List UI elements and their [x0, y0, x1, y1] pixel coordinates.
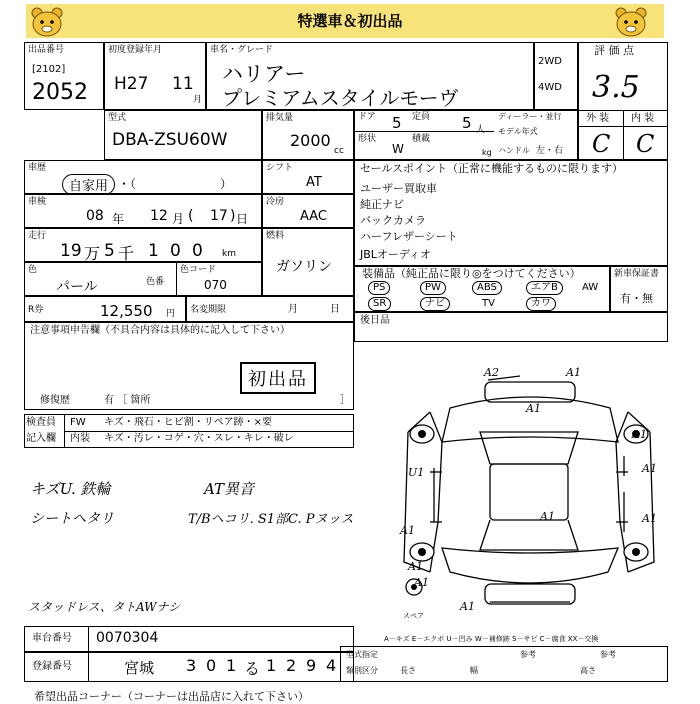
check-row1-tag: FW: [70, 417, 86, 428]
reg-no-char: 1: [226, 656, 237, 675]
recycle-label: R券: [28, 305, 44, 315]
load-unit: kg: [482, 148, 492, 157]
dealer-label: ディーラー・並行: [498, 112, 562, 121]
damage-mark: A1: [566, 366, 581, 379]
vehicle-kind-rest: ・（ ）: [118, 177, 233, 191]
reg-no-char: る: [244, 659, 261, 678]
equipment-kawa: カワ: [526, 297, 556, 311]
equipment-sr: SR: [368, 297, 391, 311]
check-row1: キズ・飛石・ヒビ割・リペア跡・×要: [104, 417, 272, 428]
remark-bottom: スタッドレス、タトAWナシ: [28, 600, 181, 614]
capacity-unit: 人: [476, 125, 486, 135]
dims-label-2: 類別区分: [346, 666, 378, 675]
remark-left-1: キズU. 鉄輪: [30, 480, 111, 498]
shape-value: W: [392, 142, 404, 156]
type-label: 型式: [108, 113, 127, 123]
damage-mark: A1: [408, 560, 423, 573]
meigi-day-unit: 日: [330, 304, 340, 315]
left-mascot-icon: [30, 6, 64, 38]
footer-text: 希望出品コーナー（コーナーは出品店に入れて下さい）: [34, 690, 309, 703]
sales-points-label: セールスポイント（正常に機能するものに限ります）: [360, 162, 624, 175]
type-value: DBA-ZSU60W: [112, 130, 228, 150]
color-label: 色: [28, 265, 38, 275]
damage-mark: U1: [408, 466, 425, 479]
right-mascot-icon: [614, 6, 648, 38]
mileage-sen-unit: 千: [118, 244, 135, 263]
score-value: 3.5: [592, 70, 640, 105]
check-label-1: 検査員: [26, 417, 56, 428]
inspection-paren-open: (: [188, 208, 194, 224]
equipment-aw: AW: [582, 282, 599, 293]
meigi-month-unit: 月: [288, 304, 298, 315]
damage-mark: A1: [632, 428, 647, 441]
doors-value: 5: [392, 114, 402, 132]
spare-label: スペア: [403, 612, 424, 620]
score-int-value: C: [636, 130, 655, 158]
repair-value: 有 ［ 箇所: [104, 395, 151, 406]
damage-mark: A1: [540, 510, 555, 523]
warranty-label: 新車保証書: [614, 269, 660, 279]
inspection-paren-close: ): [230, 208, 236, 224]
inspection-year: 08: [86, 208, 104, 224]
car-no-label: 車台番号: [32, 633, 72, 644]
fuel-label: 燃料: [266, 231, 285, 241]
equipment-ps: PS: [368, 281, 390, 295]
mileage-sen: 5: [104, 241, 115, 261]
first-listing-stamp: 初出品: [240, 362, 316, 394]
model-year-label: モデル年式: [498, 127, 538, 136]
model-name: ハリアー: [222, 62, 306, 86]
sales-point-item: 純正ナビ: [360, 198, 404, 211]
remark-right-1: AT異音: [204, 480, 255, 498]
displacement-value: 2000: [290, 131, 331, 150]
lot-sub: [2102]: [32, 64, 66, 75]
ac-value: AAC: [300, 209, 327, 224]
recycle-value: 12,550: [100, 302, 153, 320]
ac-label: 冷房: [266, 197, 285, 207]
model-grade: プレミアムスタイルモーヴ: [222, 86, 459, 110]
inspection-day-unit: 日: [236, 212, 249, 226]
displacement-unit: cc: [334, 146, 344, 156]
dims-ref-2: 参考: [600, 650, 616, 659]
score-int-label: 内 装: [631, 113, 655, 124]
drive-2wd: 2WD: [538, 56, 562, 67]
displacement-label: 排気量: [266, 113, 294, 123]
dims-label-1: 型式指定: [346, 650, 378, 659]
shape-label: 形状: [358, 134, 377, 144]
reg-no-char: 9: [306, 656, 317, 675]
first-reg-month-unit: 月: [193, 95, 203, 105]
color-no-label: 色番: [146, 277, 165, 287]
first-reg-year: H27: [114, 74, 149, 94]
equipment-navi: ナビ: [420, 297, 450, 311]
inspection-year-unit: 年: [112, 212, 125, 226]
lot-label: 出品番号: [28, 45, 65, 55]
damage-mark: A1: [642, 462, 657, 475]
mileage-d3: 0: [192, 241, 203, 261]
equipment-abs: ABS: [472, 281, 502, 295]
notes-label: 注意事項申告欄（不具合内容は具体的に記入して下さい）: [30, 325, 290, 336]
damage-mark: A1: [460, 600, 475, 613]
check-label-2: 記入欄: [26, 433, 56, 444]
check-row2: キズ・汚レ・コゲ・穴・スレ・キレ・破レ: [104, 433, 294, 444]
mileage-label: 走行: [28, 231, 47, 241]
mileage-man: 19: [60, 241, 82, 261]
color-code-value: 070: [204, 278, 227, 292]
dims-width: 幅: [470, 666, 478, 675]
reg-no-char: 1: [266, 656, 277, 675]
model-label: 車名・グレード: [210, 45, 274, 55]
score-label: 評 価 点: [594, 44, 634, 57]
sales-point-item: ユーザー買取車: [360, 182, 437, 195]
equipment-label: 装備品（純正品に限り◎をつけてください）: [362, 267, 581, 280]
handle-label: ハンドル: [498, 146, 530, 155]
score-ext-label: 外 装: [586, 113, 610, 124]
damage-mark: A1: [642, 512, 657, 525]
back-day-label: 後日品: [360, 315, 390, 326]
remark-right-2: T/Bヘコリ. S1部C. Pヌッス: [188, 512, 354, 527]
fuel-value: ガソリン: [276, 259, 332, 275]
score-ext-value: C: [592, 130, 611, 158]
color-value: パール: [56, 279, 98, 295]
drive-4wd: 4WD: [538, 82, 562, 93]
vehicle-kind-label: 車歴: [28, 163, 47, 173]
color-code-label: 色コード: [180, 265, 217, 275]
banner-title: 特選車＆初出品: [297, 12, 403, 30]
inspection-month-unit: 月: [172, 212, 185, 226]
inspection-label: 車検: [28, 197, 47, 207]
damage-legend: A－キズ E－エクボ U－凹み W－補修跡 S－サビ C－腐食 XX－交換: [384, 635, 599, 643]
shift-value: AT: [306, 175, 322, 190]
drive-box: [534, 42, 578, 110]
lot-number: 2052: [32, 80, 88, 105]
capacity-label: 定員: [412, 112, 431, 122]
load-label: 積載: [412, 134, 431, 144]
dims-length: 長さ: [400, 666, 416, 675]
mileage-d2: 0: [170, 241, 181, 261]
damage-mark: A1: [414, 576, 429, 589]
sales-point-item: ハーフレザーシート: [360, 230, 458, 243]
inspection-month: 12: [150, 208, 168, 224]
reg-no-pref: 宮城: [124, 659, 155, 677]
mileage-d1: 1: [148, 241, 159, 261]
sales-point-item: バックカメラ: [360, 214, 426, 227]
repair-label: 修復歴: [40, 395, 70, 406]
reg-no-char: 2: [286, 656, 297, 675]
damage-mark: A1: [400, 524, 415, 537]
back-day-box: [354, 312, 668, 342]
damage-mark: A1: [526, 402, 541, 415]
repair-close: ］: [340, 395, 350, 406]
dims-height: 高さ: [580, 666, 596, 675]
equipment-airbag: エアB: [526, 281, 563, 295]
reg-no-label: 登録番号: [32, 661, 72, 672]
sales-point-item: JBLオーディオ: [360, 248, 432, 261]
first-reg-month: 11: [172, 74, 194, 94]
shift-label: シフト: [266, 163, 294, 173]
check-row2-tag: 内装: [70, 433, 90, 444]
car-no-value: 0070304: [96, 630, 159, 646]
recycle-unit: 円: [166, 309, 176, 319]
dims-ref-1: 参考: [520, 650, 536, 659]
handle-options: 左・右: [536, 146, 564, 156]
meigi-label: 名変期限: [190, 305, 227, 315]
inspection-day: 17: [210, 208, 228, 224]
first-reg-label: 初度登録年月: [108, 45, 163, 55]
mileage-man-unit: 万: [84, 244, 101, 263]
doors-label: ドア: [358, 112, 376, 122]
dims-box: [340, 646, 668, 682]
damage-mark: A2: [484, 366, 499, 379]
warranty-value: 有・無: [620, 292, 653, 305]
vehicle-kind-value: 自家用: [62, 174, 115, 195]
mileage-unit: km: [222, 249, 236, 259]
car-no-box: [24, 626, 354, 652]
reg-no-char: 3: [186, 656, 197, 675]
equipment-pw: PW: [420, 281, 446, 295]
capacity-value: 5: [462, 114, 472, 132]
remark-left-2: シートヘタリ: [30, 511, 114, 527]
reg-no-char: 4: [326, 656, 337, 675]
reg-no-char: 0: [206, 656, 217, 675]
equipment-tv: TV: [482, 298, 495, 309]
